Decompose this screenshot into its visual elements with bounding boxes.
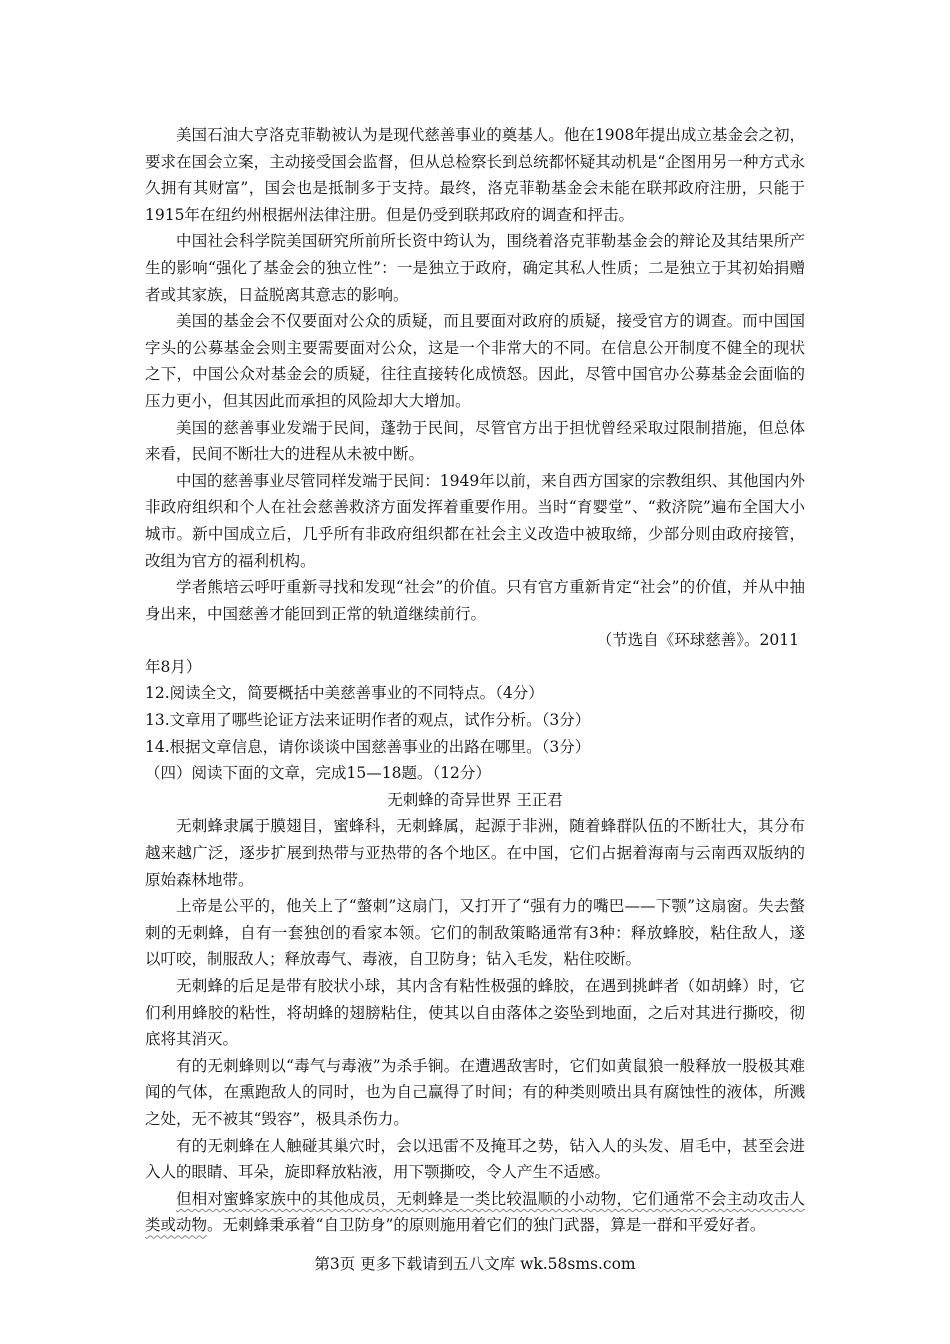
paragraph-china-charity-origin: 中国的慈善事业尽管同样发端于民间：1949年以前，来自西方国家的宗教组织、其他国内外非政府组织和个人在社会慈善救济方面发挥着重要作用。当时“育婴堂”、“救济院”遍布全国大小城市。新中国成立后，几乎所有非政府组织都在社会主义改造中被取缔，少部分则由政府接管，改组为官方的福利机构。: [145, 471, 805, 570]
source-citation: （节选自《环球慈善》。2011: [596, 631, 799, 650]
question-14: 14.根据文章信息，请你谈谈中国慈善事业的出路在哪里。（3分）: [145, 737, 591, 756]
paragraph-us-charity-origin: 美国的慈善事业发端于民间，蓬勃于民间，尽管官方出于担忧曾经采取过限制措施，但总体来看，民间不断壮大的进程从未被中断。: [145, 418, 805, 464]
question-13: 13.文章用了哪些论证方法来证明作者的观点，试作分析。（3分）: [145, 711, 591, 730]
paragraph-rockefeller: 美国石油大亨洛克菲勒被认为是现代慈善事业的奠基人。他在1908年提出成立基金会之初，要求在国会立案，主动接受国会监督，但从总检察长到总统都怀疑其动机是“企图用另一种方式永久拥有其财富”，国会也是抵制多于支持。最终，洛克菲勒基金会未能在联邦政府注册，只能于1915年在纽约州根据州法律注册。但是仍受到联邦政府的调查和抨击。: [145, 126, 805, 224]
question-12: 12.阅读全文，简要概括中美慈善事业的不同特点。（4分）: [145, 684, 544, 703]
article-title: 无刺蜂的奇异世界 王正君: [387, 790, 563, 809]
paragraph-propolis: 无刺蜂的后足是带有胶状小球，其内含有粘性极强的蜂胶，在遇到挑衅者（如胡蜂）时，它们利用蜂胶的粘性，将胡蜂的翅膀粘住，使其以自由落体之姿坠到地面，之后对其进行撕咬，彻底将其消灭。: [145, 977, 805, 1049]
paragraph-hair-intrusion: 有的无刺蜂在人触碰其巢穴时，会以迅雷不及掩耳之势，钻入人的头发、眉毛中，甚至会进入人的眼睛、耳朵，旋即释放粘液，用下颚撕咬，令人产生不适感。: [145, 1136, 805, 1182]
section-four-heading: （四）阅读下面的文章，完成15—18题。（12分）: [145, 764, 491, 783]
source-citation-date: 年8月）: [145, 657, 202, 676]
paragraph-zi-zhongyun: 中国社会科学院美国研究所前所长资中筠认为，围绕着洛克菲勒基金会的辩论及其结果所产生的影响“强化了基金会的独立性”：一是独立于政府，确定其私人性质；二是独立于其初始捐赠者或其家族，日益脱离其意志的影响。: [145, 232, 805, 304]
paragraph-stingless-bee-intro: 无刺蜂隶属于膜翅目，蜜蜂科，无刺蜂属，起源于非洲，随着蜂群队伍的不断壮大，其分布越来越广泛，逐步扩展到热带与亚热带的各个地区。在中国，它们占据着海南与云南西双版纳的原始森林地带。: [145, 817, 805, 889]
paragraph-foundation-scrutiny: 美国的基金会不仅要面对公众的质疑，而且要面对政府的质疑，接受官方的调查。而中国国字头的公募基金会则主要需要面对公众，这是一个非常大的不同。在信息公开制度不健全的现状之下，中国公众对基金会的质疑，往往直接转化成愤怒。因此，尽管中国官办公募基金会面临的压力更小，但其因此而承担的风险却大大增加。: [145, 312, 805, 410]
underlined-sentence: 但相对蜜蜂家族中的其他成员，无刺蜂是一类比较温顺的小动物，它们通常不会主动攻击人类或动物: [145, 1189, 805, 1235]
paragraph-xiong-peiyun: 学者熊培云呼吁重新寻找和发现“社会”的价值。只有官方重新肯定“社会”的价值，并从中抽身出来，中国慈善才能回到正常的轨道继续前行。: [145, 578, 805, 623]
page-footer: 第3页 更多下载请到五八文库 wk.58sms.com: [314, 1255, 636, 1273]
paragraph-gentle-nature-rest: 。无刺蜂秉承着“自卫防身”的原则施用着它们的独门武器，算是一群和平爱好者。: [207, 1216, 766, 1235]
paragraph-gentle-nature: [145, 1186, 805, 1239]
paragraph-defense-strategies: 上帝是公平的，他关上了“螫刺”这扇门，又打开了“强有力的嘴巴——下颚”这扇窗。失去螫刺的无刺蜂，自有一套独创的看家本领。它们的制敌策略通常有3种：释放蜂胶，粘住敌人，遂以叮咬，制服敌人；释放毒气、毒液，自卫防身；钻入毛发，粘住咬断。: [145, 897, 805, 969]
document-body: [145, 122, 805, 1239]
paragraph-toxic-gas: 有的无刺蜂则以“毒气与毒液”为杀手锏。在遭遇敌害时，它们如黄鼠狼一般释放一股极其难闻的气体，在熏跑敌人的同时，也为自己赢得了时间；有的种类则喷出具有腐蚀性的液体，所溅之处，无不被其“毁容”，极具杀伤力。: [145, 1056, 805, 1128]
